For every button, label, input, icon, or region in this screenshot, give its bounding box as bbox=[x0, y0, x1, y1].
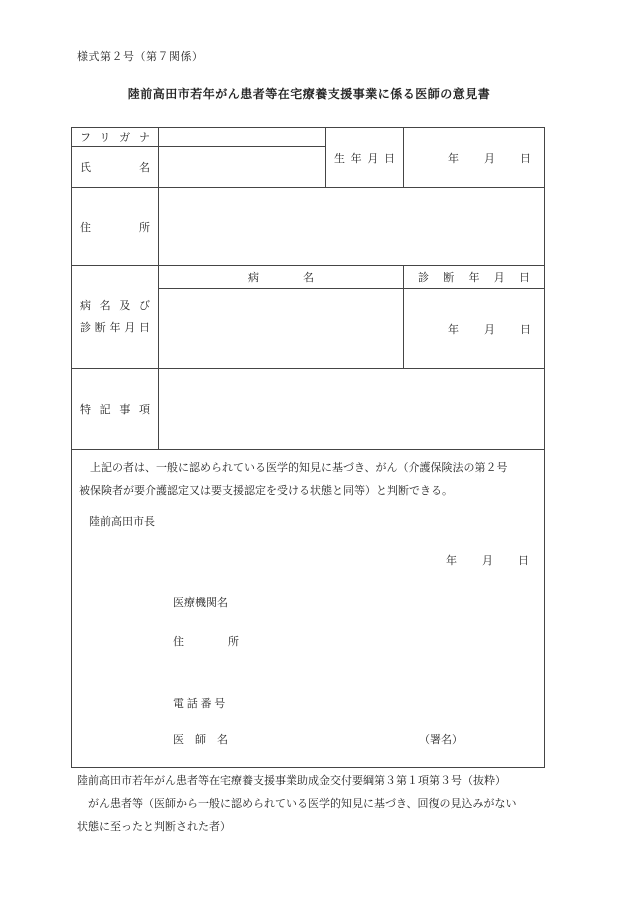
birthdate-label: 生年月日 bbox=[326, 128, 404, 188]
footer-line1: 陸前高田市若年がん患者等在宅療養支援事業助成金交付要綱第３第１項第３号（抜粋） bbox=[77, 775, 506, 787]
disease-section-label-line2: 診断年月日 bbox=[80, 322, 150, 334]
furigana-input-cell bbox=[159, 128, 326, 147]
statement-cell bbox=[72, 450, 545, 768]
disease-name-input-cell bbox=[159, 289, 404, 369]
institution-address-label: 住 所 bbox=[173, 636, 239, 648]
footer-line2: がん患者等（医師から一般に認められている医学的知見に基づき、回復の見込みがない bbox=[77, 798, 517, 810]
statement-date: 年 月 日 bbox=[446, 555, 530, 567]
form-table bbox=[71, 127, 545, 768]
notes-row bbox=[72, 369, 545, 450]
footer-line3: 状態に至ったと判断された者） bbox=[77, 821, 231, 833]
statement-row bbox=[72, 450, 545, 768]
disease-section-label bbox=[72, 266, 159, 369]
footer-note bbox=[77, 770, 563, 839]
phone-label: 電 話 番 号 bbox=[173, 698, 226, 710]
signature-note: （署名） bbox=[419, 734, 463, 746]
name-label: 氏名 bbox=[72, 147, 159, 188]
notes-label: 特記事項 bbox=[72, 369, 159, 450]
statement-line1: 上記の者は、一般に認められている医学的知見に基づき、がん（介護保険法の第２号 bbox=[79, 462, 508, 474]
disease-section-label-line1: 病名及び bbox=[80, 300, 150, 312]
address-label: 住所 bbox=[72, 188, 159, 266]
furigana-label: フリガナ bbox=[72, 128, 159, 147]
doctor-name-label: 医 師 名 bbox=[173, 734, 228, 746]
address-row bbox=[72, 188, 545, 266]
statement-text bbox=[72, 450, 544, 503]
medical-institution-label: 医療機関名 bbox=[173, 597, 228, 609]
diagnosis-date-header: 診断年月日 bbox=[404, 266, 545, 289]
diagnosis-date-value-cell: 年 月 日 bbox=[404, 289, 545, 369]
statement-line2: 被保険者が要介護認定又は要支援認定を受ける状態と同等）と判断できる。 bbox=[79, 485, 453, 497]
notes-input-cell bbox=[159, 369, 545, 450]
addressee: 陸前高田市長 bbox=[89, 516, 155, 528]
furigana-row bbox=[72, 128, 545, 147]
form-code: 様式第２号（第７関係） bbox=[77, 51, 204, 63]
disease-header-row bbox=[72, 266, 545, 289]
page-title: 陸前高田市若年がん患者等在宅療養支援事業に係る医師の意見書 bbox=[127, 87, 491, 101]
disease-name-header: 病 名 bbox=[159, 266, 404, 289]
name-input-cell bbox=[159, 147, 326, 188]
address-input-cell bbox=[159, 188, 545, 266]
birthdate-value-cell: 年 月 日 bbox=[404, 128, 545, 188]
